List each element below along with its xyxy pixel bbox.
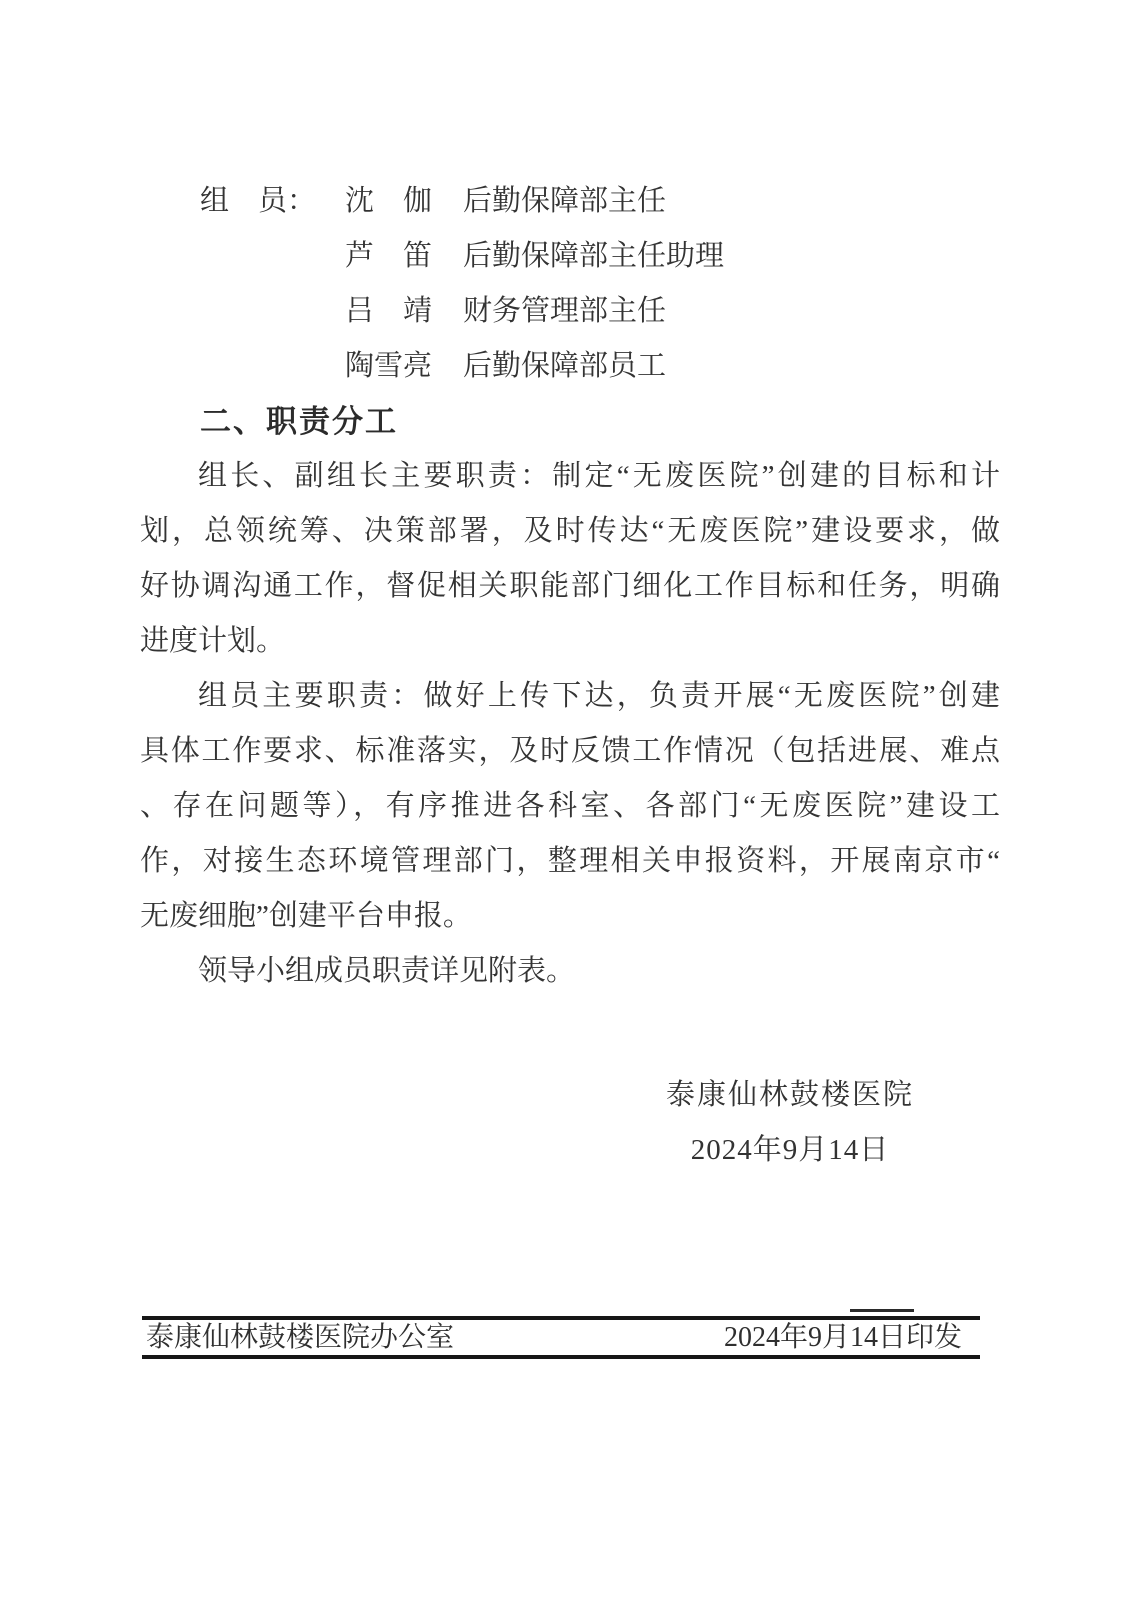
paragraph-duties-leaders <box>140 449 1000 669</box>
member-row <box>140 174 1000 229</box>
paragraph-line: 、存在问题等），有序推进各科室、各部门“无废医院”建设工 <box>140 790 1000 822</box>
member-list <box>140 174 1000 394</box>
section-heading: 二、职责分工 <box>200 404 398 439</box>
signature-date: 2024年9月14日 <box>690 1134 890 1166</box>
member-list-label: 组 员： <box>200 185 317 217</box>
member-title: 财务管理部主任 <box>463 295 667 327</box>
footer-bottom-rule <box>142 1355 980 1359</box>
paragraph-line: 作，对接生态环境管理部门，整理相关申报资料，开展南京市“ <box>140 845 1000 877</box>
footer-print-date: 2024年9月14日印发 <box>723 1322 962 1353</box>
member-name: 吕 靖 <box>345 295 433 327</box>
paragraph-appendix-note <box>140 944 1000 999</box>
member-row <box>140 339 1000 394</box>
paragraph-line: 组长、副组长主要职责：制定“无废医院”创建的目标和计 <box>198 460 1000 492</box>
scan-artifact-dash <box>850 1309 914 1312</box>
paragraph-line: 进度计划。 <box>140 625 286 657</box>
paragraph-duties-members <box>140 669 1000 944</box>
member-list-label-spacer <box>200 229 345 284</box>
member-name: 沈 伽 <box>345 185 433 217</box>
member-row <box>140 229 1000 284</box>
member-list-label-spacer <box>200 339 345 394</box>
member-name: 芦 笛 <box>345 240 433 272</box>
signature-block <box>590 1068 990 1178</box>
member-title: 后勤保障部员工 <box>463 350 667 382</box>
signature-organization: 泰康仙林鼓楼医院 <box>665 1079 914 1111</box>
paragraph-line: 领导小组成员职责详见附表。 <box>198 955 576 987</box>
paragraph-line: 具体工作要求、标准落实，及时反馈工作情况（包括进展、难点 <box>140 735 1000 767</box>
paragraph-line: 无废细胞”创建平台申报。 <box>140 900 472 932</box>
member-row <box>140 284 1000 339</box>
paragraph-line: 组员主要职责：做好上传下达，负责开展“无废医院”创建 <box>198 680 1000 712</box>
footer <box>142 1320 980 1356</box>
member-list-label-spacer <box>200 284 345 339</box>
paragraph-line: 划，总领统筹、决策部署，及时传达“无废医院”建设要求，做 <box>140 515 1000 547</box>
member-name: 陶雪亮 <box>345 350 433 382</box>
member-title: 后勤保障部主任助理 <box>463 240 725 272</box>
paragraph-line: 好协调沟通工作，督促相关职能部门细化工作目标和任务，明确 <box>140 570 1000 602</box>
member-title: 后勤保障部主任 <box>463 185 667 217</box>
document-body <box>140 174 1000 1178</box>
footer-issuer: 泰康仙林鼓楼医院办公室 <box>146 1322 455 1353</box>
